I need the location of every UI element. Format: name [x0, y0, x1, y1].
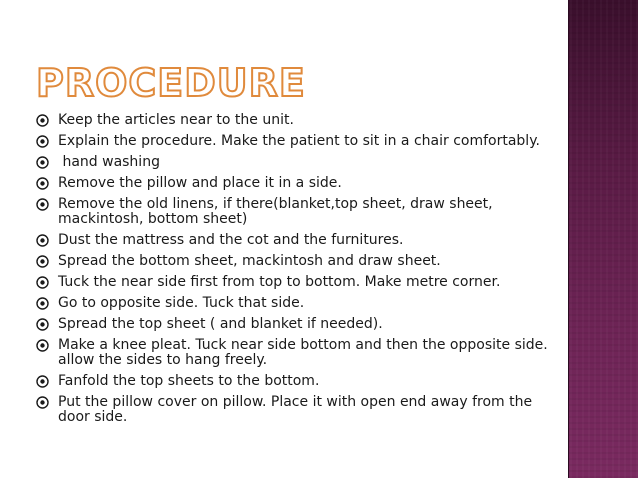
list-item-text: Explain the procedure. Make the patient to sit in a chair comfortably.: [58, 133, 540, 149]
list-item-text: Tuck the near side first from top to bottom. Make metre corner.: [58, 274, 501, 290]
target-bullet-icon: [36, 156, 49, 169]
page-title: [36, 60, 306, 105]
title-graphic: [36, 60, 306, 105]
list-item: [36, 395, 556, 425]
list-item: [36, 317, 556, 332]
list-item: [36, 155, 556, 170]
list-item-text: Make a knee pleat. Tuck near side bottom and then the opposite side. allow the sides to hang freely.: [58, 337, 548, 368]
list-item-text: Go to opposite side. Tuck that side.: [58, 295, 305, 311]
target-bullet-icon: [36, 255, 49, 268]
procedure-list: [36, 113, 556, 431]
decorative-sidebar: [568, 0, 638, 478]
target-bullet-icon: [36, 114, 49, 127]
target-bullet-icon: [36, 396, 49, 409]
list-item: [36, 338, 556, 368]
list-item: [36, 113, 556, 128]
list-item-text: Keep the articles near to the unit.: [58, 112, 294, 128]
target-bullet-icon: [36, 318, 49, 331]
list-item-text: Fanfold the top sheets to the bottom.: [58, 373, 320, 389]
list-item: [36, 275, 556, 290]
list-item-text: Put the pillow cover on pillow. Place it with open end away from the door side.: [58, 394, 533, 425]
target-bullet-icon: [36, 135, 49, 148]
list-item-text: Spread the top sheet ( and blanket if needed).: [58, 316, 383, 332]
list-item: [36, 197, 556, 227]
target-bullet-icon: [36, 339, 49, 352]
list-item: [36, 296, 556, 311]
target-bullet-icon: [36, 177, 49, 190]
list-item-text: Remove the old linens, if there(blanket,top sheet, draw sheet, mackintosh, bottom sheet): [58, 196, 493, 227]
list-item-text: Dust the mattress and the cot and the furnitures.: [58, 232, 404, 248]
list-item: [36, 254, 556, 269]
list-item-text: Spread the bottom sheet, mackintosh and draw sheet.: [58, 253, 441, 269]
target-bullet-icon: [36, 375, 49, 388]
target-bullet-icon: [36, 297, 49, 310]
list-item: [36, 374, 556, 389]
target-bullet-icon: [36, 198, 49, 211]
list-item-text: Remove the pillow and place it in a side.: [58, 175, 342, 191]
target-bullet-icon: [36, 234, 49, 247]
list-item: [36, 134, 556, 149]
list-item: [36, 176, 556, 191]
target-bullet-icon: [36, 276, 49, 289]
list-item-text: hand washing: [58, 154, 160, 170]
page-title-text: PROCEDURE: [36, 61, 306, 105]
list-item: [36, 233, 556, 248]
sidebar-texture: [568, 0, 638, 478]
